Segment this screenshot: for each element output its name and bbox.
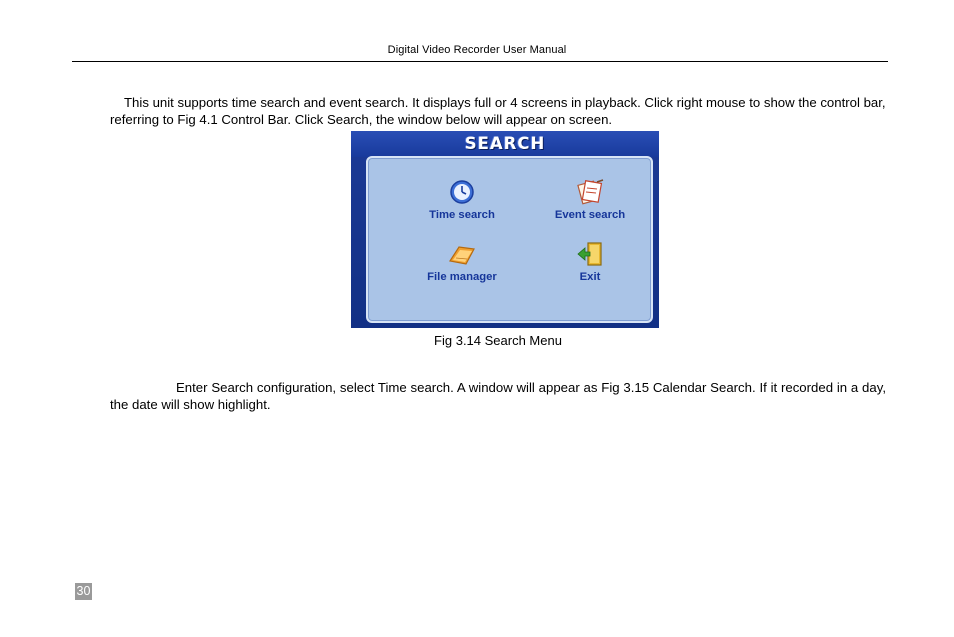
search-menu-title: SEARCH [464, 134, 546, 153]
folder-icon [447, 241, 477, 267]
event-list-icon [575, 179, 605, 205]
intro-paragraph: This unit supports time search and event search. It displays full or 4 screens in playback. Click right mouse to show the control bar, referring to Fig 4.1 Control Bar. Click Search, the window below will appear on screen. [110, 95, 886, 127]
time-search-label: Time search [429, 209, 495, 221]
exit-button[interactable] [530, 241, 650, 283]
event-search-button[interactable] [530, 179, 650, 221]
search-menu-window [351, 131, 659, 328]
exit-label: Exit [579, 271, 601, 283]
time-search-button[interactable] [402, 179, 522, 221]
page-number: 30 [76, 584, 91, 598]
file-manager-button[interactable] [402, 241, 522, 283]
event-search-label: Event search [554, 209, 626, 221]
clock-icon [447, 179, 477, 205]
figure-caption: Fig 3.14 Search Menu [434, 333, 562, 348]
header-title: Digital Video Recorder User Manual [387, 44, 567, 56]
file-manager-label: File manager [427, 271, 497, 283]
search-menu-panel [366, 156, 653, 323]
header-divider [72, 61, 888, 62]
time-search-paragraph: Enter Search configuration, select Time search. A window will appear as Fig 3.15 Calendar Search. If it recorded in a day, the date will show highlight. [110, 380, 886, 412]
exit-door-icon [575, 241, 605, 267]
